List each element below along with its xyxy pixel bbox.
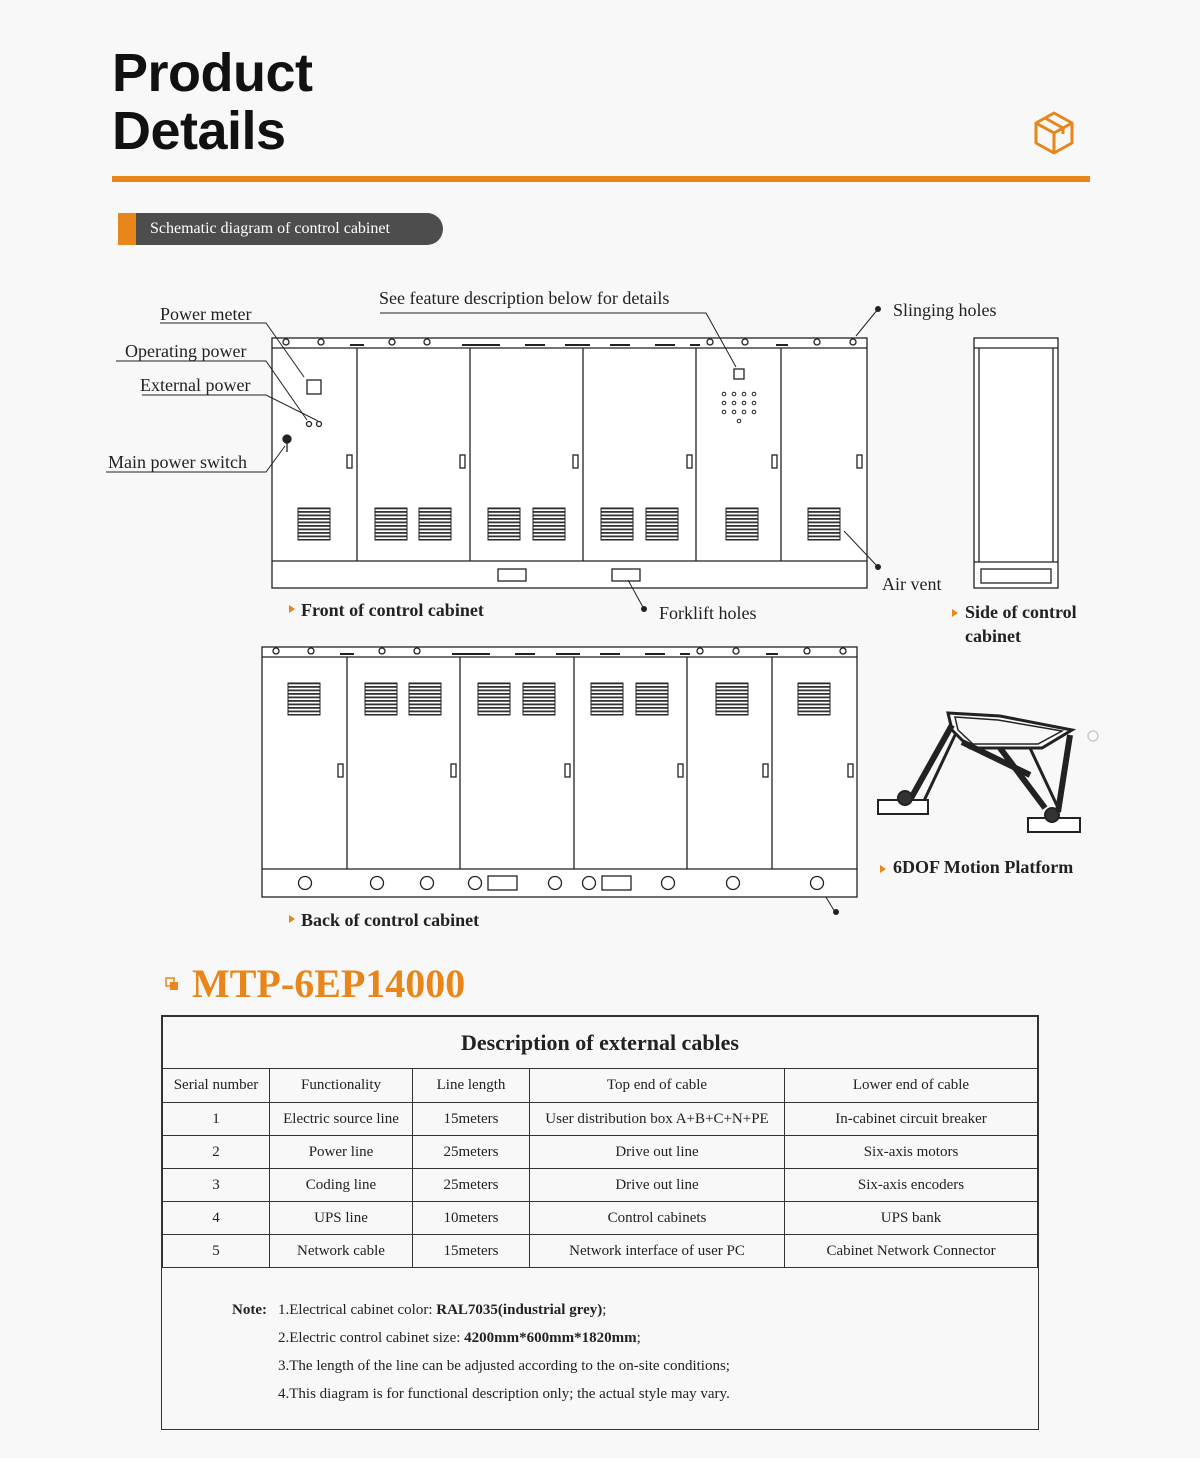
note-text: 1.Electrical cabinet color: bbox=[278, 1302, 437, 1318]
note-text: 4.This diagram is for functional description only; the actual style may vary. bbox=[278, 1386, 730, 1402]
callout-forklift-holes: Forklift holes bbox=[659, 603, 757, 623]
table-cell: Drive out line bbox=[530, 1169, 785, 1202]
side-cabinet bbox=[974, 338, 1058, 588]
model-name: MTP-6EP14000 bbox=[192, 961, 466, 1006]
note-item bbox=[232, 1296, 730, 1324]
table-cell: 15meters bbox=[413, 1235, 530, 1268]
caption-arrow-icon bbox=[880, 865, 886, 873]
note-item bbox=[232, 1352, 730, 1380]
table-cell: Cabinet Network Connector bbox=[785, 1235, 1038, 1268]
callout-slinging-holes: Slinging holes bbox=[893, 300, 997, 320]
table-cell: 15meters bbox=[413, 1103, 530, 1136]
page-title-line2: Details bbox=[112, 101, 286, 161]
watermark bbox=[1088, 731, 1098, 741]
model-square-icon bbox=[165, 977, 179, 991]
table-cell: 1 bbox=[163, 1103, 270, 1136]
note-item bbox=[232, 1324, 730, 1352]
table-cell: 25meters bbox=[413, 1136, 530, 1169]
table-cell: Six-axis motors bbox=[785, 1136, 1038, 1169]
caption-arrow-icon bbox=[952, 609, 958, 617]
table-cell: User distribution box A+B+C+N+PE bbox=[530, 1103, 785, 1136]
table-row bbox=[163, 1235, 1038, 1268]
note-item bbox=[232, 1380, 730, 1408]
page-title-line1: Product bbox=[112, 43, 313, 103]
callout-operating-power: Operating power bbox=[125, 341, 247, 361]
table-cell: Coding line bbox=[270, 1169, 413, 1202]
table-cell: UPS line bbox=[270, 1202, 413, 1235]
note-bold: RAL7035(industrial grey) bbox=[436, 1302, 603, 1318]
column-header: Functionality bbox=[270, 1069, 413, 1103]
table-row bbox=[163, 1103, 1038, 1136]
table-cell: Electric source line bbox=[270, 1103, 413, 1136]
callout-main-power-switch: Main power switch bbox=[108, 452, 247, 472]
note-text: 2.Electric control cabinet size: bbox=[278, 1330, 465, 1346]
column-header: Serial number bbox=[163, 1069, 270, 1103]
column-header: Line length bbox=[413, 1069, 530, 1103]
caption-arrow-icon bbox=[289, 605, 295, 613]
callout-air-vent: Air vent bbox=[882, 574, 942, 594]
table-cell: 10meters bbox=[413, 1202, 530, 1235]
table-cell: Network interface of user PC bbox=[530, 1235, 785, 1268]
table-cell: 25meters bbox=[413, 1169, 530, 1202]
callout-external-power: External power bbox=[140, 375, 251, 395]
callout-feature-description: See feature description below for details bbox=[379, 288, 670, 308]
table-cell: 2 bbox=[163, 1136, 270, 1169]
cables-table-title: Description of external cables bbox=[163, 1017, 1038, 1069]
back-cabinet bbox=[262, 647, 857, 897]
callout-power-meter: Power meter bbox=[160, 304, 252, 324]
table-cell: 4 bbox=[163, 1202, 270, 1235]
table-row bbox=[163, 1136, 1038, 1169]
caption-platform: 6DOF Motion Platform bbox=[893, 857, 1074, 877]
table-row bbox=[163, 1202, 1038, 1235]
note-bold: 4200mm*600mm*1820mm bbox=[464, 1330, 637, 1346]
table-cell: Network cable bbox=[270, 1235, 413, 1268]
caption-front: Front of control cabinet bbox=[301, 600, 484, 620]
column-header: Top end of cable bbox=[530, 1069, 785, 1103]
caption-back: Back of control cabinet bbox=[301, 910, 480, 930]
note-end: ; bbox=[636, 1330, 641, 1346]
table-cell: Control cabinets bbox=[530, 1202, 785, 1235]
front-cabinet bbox=[272, 338, 867, 588]
motion-platform-illustration bbox=[878, 713, 1080, 832]
table-cell: Drive out line bbox=[530, 1136, 785, 1169]
table-cell: 5 bbox=[163, 1235, 270, 1268]
notes bbox=[232, 1296, 730, 1408]
table-header-row bbox=[163, 1069, 1038, 1103]
table-cell: Power line bbox=[270, 1136, 413, 1169]
table-row bbox=[163, 1169, 1038, 1202]
table-cell: In-cabinet circuit breaker bbox=[785, 1103, 1038, 1136]
table-cell: Six-axis encoders bbox=[785, 1169, 1038, 1202]
column-header: Lower end of cable bbox=[785, 1069, 1038, 1103]
table-cell: UPS bank bbox=[785, 1202, 1038, 1235]
caption-side-line1: Side of control bbox=[965, 602, 1077, 622]
note-text: 3.The length of the line can be adjusted according to the on-site conditions; bbox=[278, 1358, 730, 1374]
table-cell: 3 bbox=[163, 1169, 270, 1202]
caption-arrow-icon bbox=[289, 915, 295, 923]
caption-side-line2: cabinet bbox=[965, 626, 1021, 646]
note-label: Note: bbox=[232, 1302, 267, 1318]
section-badge-label: Schematic diagram of control cabinet bbox=[136, 213, 443, 245]
note-end: ; bbox=[602, 1302, 607, 1318]
